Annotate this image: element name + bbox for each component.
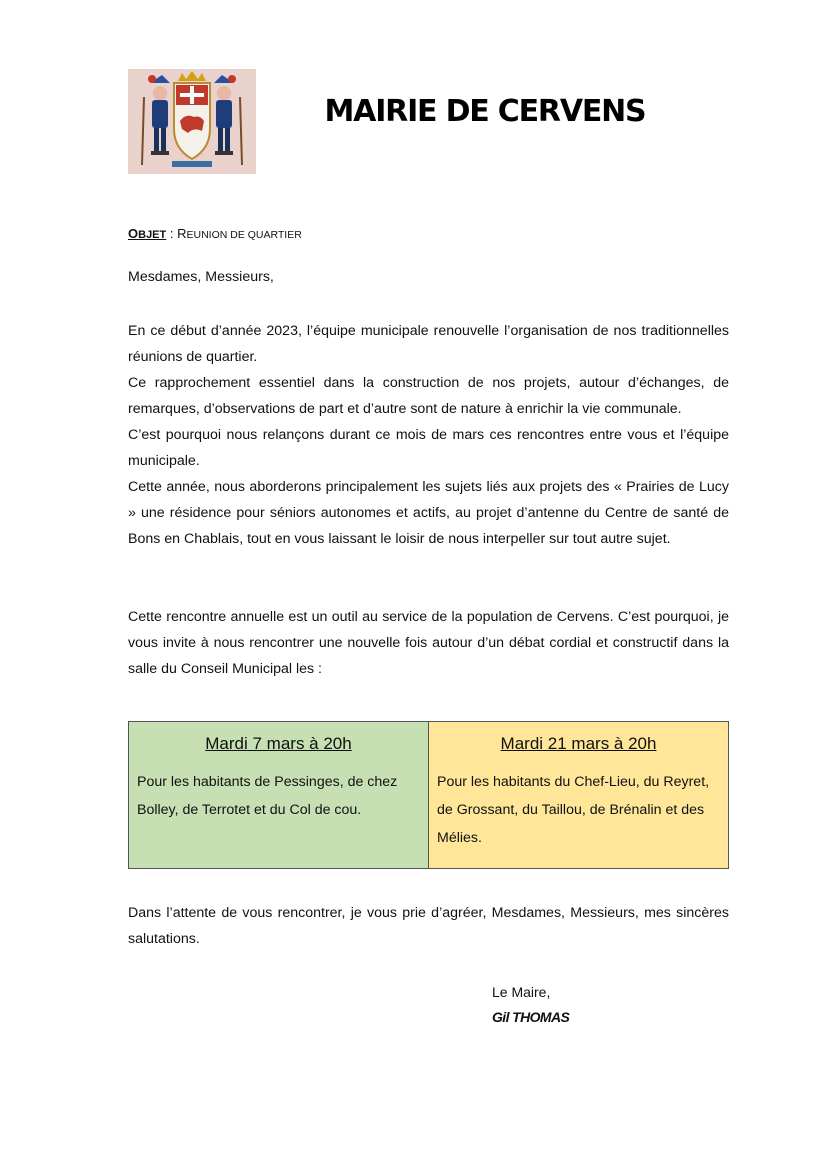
paragraph: En ce début d’année 2023, l’équipe municipale renouvelle l’organisation de nos traditionnelles réunions de quartier. <box>128 323 729 365</box>
paragraph: Cette rencontre annuelle est un outil au service de la population de Cervens. C’est pourquoi, je vous invite à nous rencontrer une nouvelle fois autour d’un débat cordial et constructif dans la salle du Conseil Municipal les : <box>128 609 729 677</box>
coat-of-arms-logo <box>128 69 256 174</box>
letter-body <box>128 318 729 552</box>
salutation-text: Mesdames, Messieurs, <box>128 269 274 285</box>
subject-label-rest: BJET <box>138 229 167 241</box>
subject-line <box>128 226 302 241</box>
page-title: MAIRIE DE CERVENS <box>324 94 646 129</box>
meeting-date: Mardi 7 mars à 20h <box>205 734 352 753</box>
paragraph: C’est pourquoi nous relançons durant ce mois de mars ces rencontres entre vous et l’équipe municipale. <box>128 427 729 469</box>
meeting-date: Mardi 21 mars à 20h <box>500 734 657 753</box>
signature-role: Le Maire, <box>492 984 551 1000</box>
meeting-description: Pour les habitants de Pessinges, de chez Bolley, de Terrotet et du Col de cou. <box>137 774 398 818</box>
signature-block <box>492 980 569 1030</box>
signature-name: Gil THOMAS <box>492 1009 570 1025</box>
subject-value <box>177 226 302 241</box>
subject-separator: : <box>166 226 178 241</box>
salutation <box>128 264 729 290</box>
invitation-paragraph <box>128 604 729 682</box>
closing-text: Dans l’attente de vous rencontrer, je vous prie d’agréer, Mesdames, Messieurs, mes sincères salutations. <box>128 905 729 947</box>
meeting-cell-1 <box>129 722 429 868</box>
paragraph: Cette année, nous aborderons principalement les sujets liés aux projets des « Prairies de Lucy » une résidence pour séniors autonomes et actifs, au projet d’antenne du Centre de santé de Bons en Chablais, tout en vous laissant le loisir de nous interpeller sur tout autre sujet. <box>128 479 729 547</box>
subject-value-rest: EUNION DE QUARTIER <box>186 229 302 241</box>
paragraph: Ce rapprochement essentiel dans la construction de nos projets, autour d’échanges, de remarques, d’observations de part et d’autre sont de nature à enrichir la vie communale. <box>128 375 729 417</box>
subject-label <box>128 226 166 241</box>
meeting-cell-2 <box>429 722 728 868</box>
subject-value-initial: R <box>177 226 187 241</box>
closing-paragraph <box>128 900 729 952</box>
subject-label-initial: O <box>128 226 139 241</box>
meeting-description: Pour les habitants du Chef-Lieu, du Reyret, de Grossant, du Taillou, de Brénalin et des Mélies. <box>437 774 710 846</box>
meeting-schedule-table <box>128 721 729 869</box>
